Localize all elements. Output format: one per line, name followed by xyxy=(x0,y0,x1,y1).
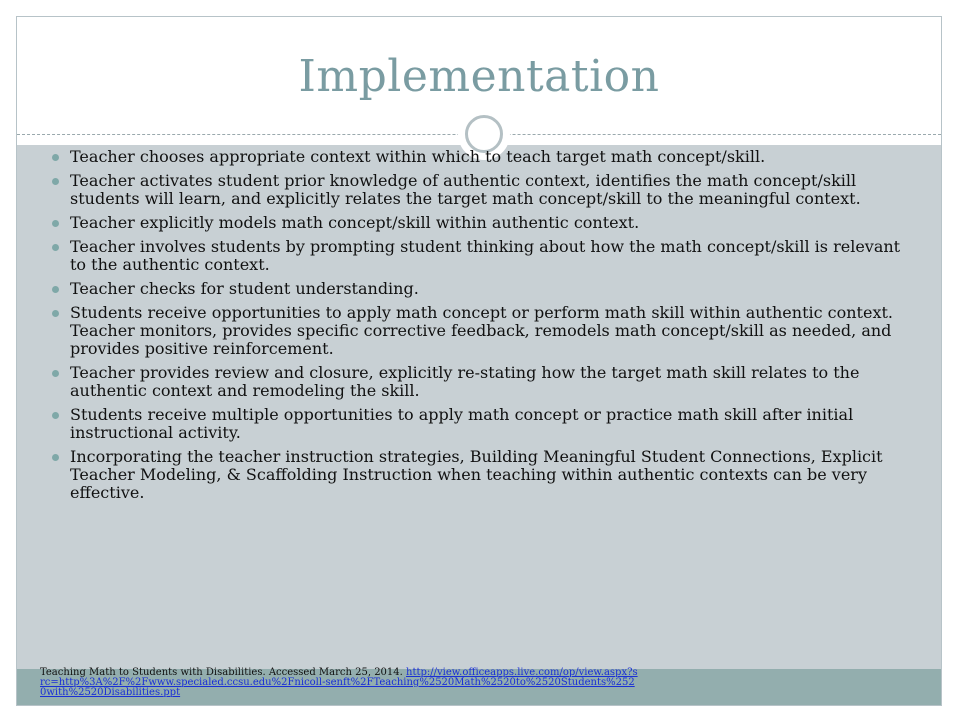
bullet-item xyxy=(52,364,912,400)
bullet-item xyxy=(52,238,912,274)
bullet-item xyxy=(52,406,912,442)
bullet-text: Students receive opportunities to apply math concept or perform math skill within authentic context. Teacher monitors, provides specific corrective feedback, remodels math concept/skill as needed, and provides positive reinforcement. xyxy=(70,303,893,358)
bullet-text: Teacher explicitly models math concept/skill within authentic context. xyxy=(70,213,640,232)
bullet-item xyxy=(52,448,912,502)
bullet-text: Students receive multiple opportunities to apply math concept or practice math skill after initial instructional activity. xyxy=(70,405,854,442)
bullet-list xyxy=(52,148,912,508)
bullet-dot-icon xyxy=(52,454,59,461)
bullet-dot-icon xyxy=(52,154,59,161)
bullet-dot-icon xyxy=(52,370,59,377)
citation-text: Teaching Math to Students with Disabilities. Accessed March 25, 2014. xyxy=(40,667,403,678)
bullet-text: Teacher provides review and closure, explicitly re-stating how the target math skill relates to the authentic context and remodeling the skill. xyxy=(70,363,860,400)
bullet-item xyxy=(52,304,912,358)
bullet-item xyxy=(52,214,912,232)
bullet-item xyxy=(52,280,912,298)
bullet-item xyxy=(52,148,912,166)
citation xyxy=(40,668,640,698)
bullet-item xyxy=(52,172,912,208)
bullet-text: Teacher activates student prior knowledge of authentic context, identifies the math concept/skill students will learn, and explicitly relates the target math concept/skill to the meaningful context. xyxy=(70,171,861,208)
bullet-dot-icon xyxy=(52,310,59,317)
bullet-dot-icon xyxy=(52,178,59,185)
bullet-text: Teacher involves students by prompting student thinking about how the math concept/skill is relevant to the authentic context. xyxy=(70,237,901,274)
bullet-text: Incorporating the teacher instruction strategies, Building Meaningful Student Connections, Explicit Teacher Modeling, & Scaffolding Instruction when teaching within authentic contexts can be very effective. xyxy=(70,447,883,502)
bullet-text: Teacher checks for student understanding. xyxy=(70,279,419,298)
slide-title: Implementation xyxy=(298,51,660,102)
bullet-dot-icon xyxy=(52,412,59,419)
bullet-text: Teacher chooses appropriate context within which to teach target math concept/skill. xyxy=(70,147,766,166)
citation-link[interactable]: http://view.officeapps.live.com/op/view.aspx?src=http%3A%2F%2Fwww.specialed.ccsu.edu%2Fnicoll-senft%2FTeaching%2520Math%2520to%2520Students%2520with%2520Disabilities.ppt xyxy=(40,667,638,698)
bullet-dot-icon xyxy=(52,286,59,293)
bullet-dot-icon xyxy=(52,244,59,251)
bullet-dot-icon xyxy=(52,220,59,227)
